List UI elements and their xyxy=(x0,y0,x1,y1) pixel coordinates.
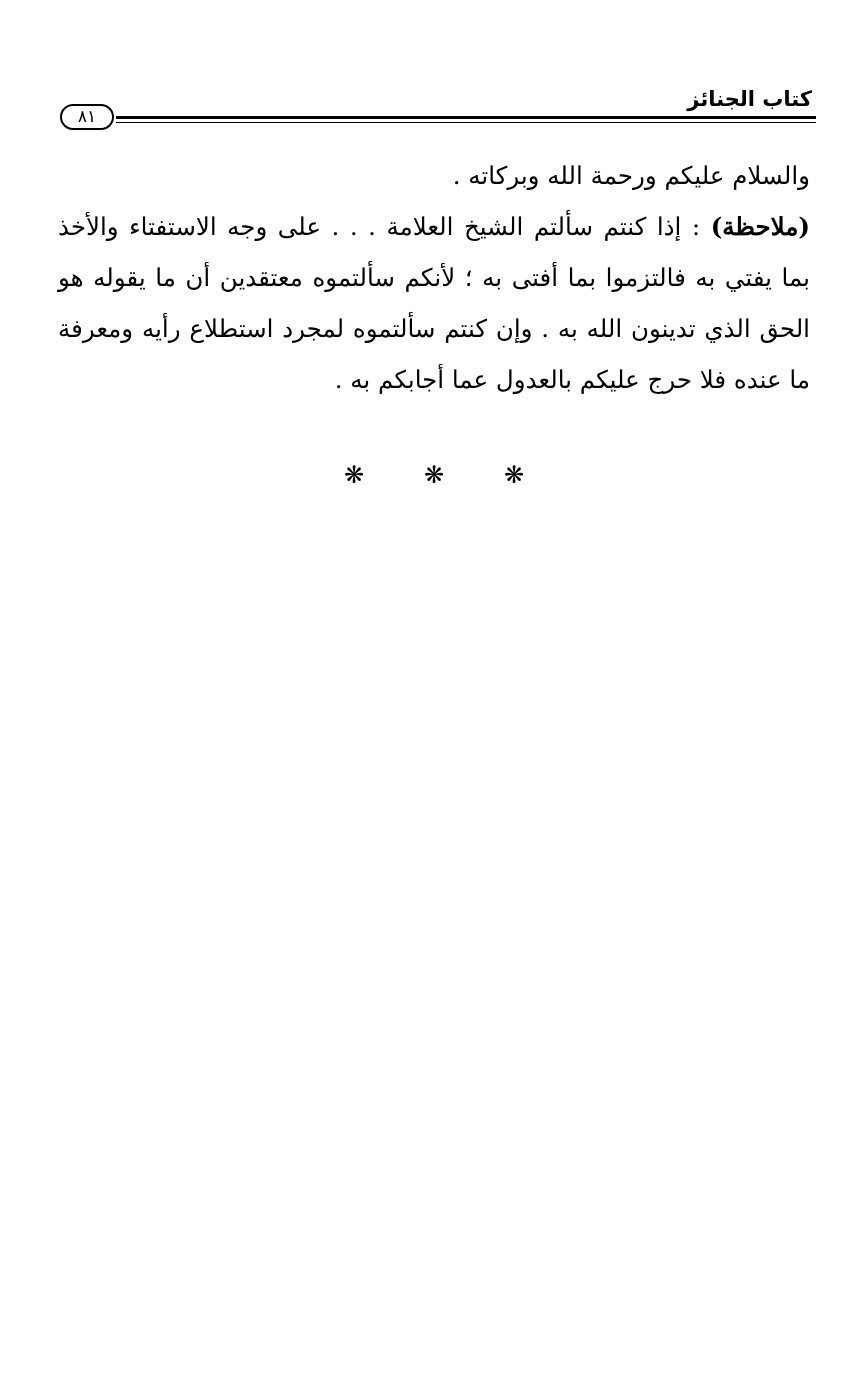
section-separator xyxy=(334,460,534,490)
asterism-icon: ❋ xyxy=(343,461,365,489)
header-rule-thick xyxy=(116,116,816,119)
page-number: ٨١ xyxy=(60,104,114,130)
header-rule-thin xyxy=(116,122,816,123)
asterism-icon: ❋ xyxy=(503,461,525,489)
running-header xyxy=(60,80,816,130)
book-title: كتاب الجنائز xyxy=(687,87,812,111)
asterism-icon: ❋ xyxy=(423,461,445,489)
note-paragraph xyxy=(58,201,810,405)
main-text xyxy=(58,150,810,405)
closing-salutation: والسلام عليكم ورحمة الله وبركاته . xyxy=(452,161,810,190)
note-label: (ملاحظة) xyxy=(710,212,810,241)
note-text: : إذا كنتم سألتم الشيخ العلامة . . . على وجه الاستفتاء والأخذ بما يفتي به فالتزموا بما أفتى به ؛ لأنكم سألتموه معتقدين أن ما يقوله هو الحق الذي تدينون الله به . وإن كنتم سألتموه لمجرد استطلاع رأيه ومعرفة ما عنده فلا حرج عليكم بالعدول عما أجابكم به . xyxy=(58,212,810,394)
